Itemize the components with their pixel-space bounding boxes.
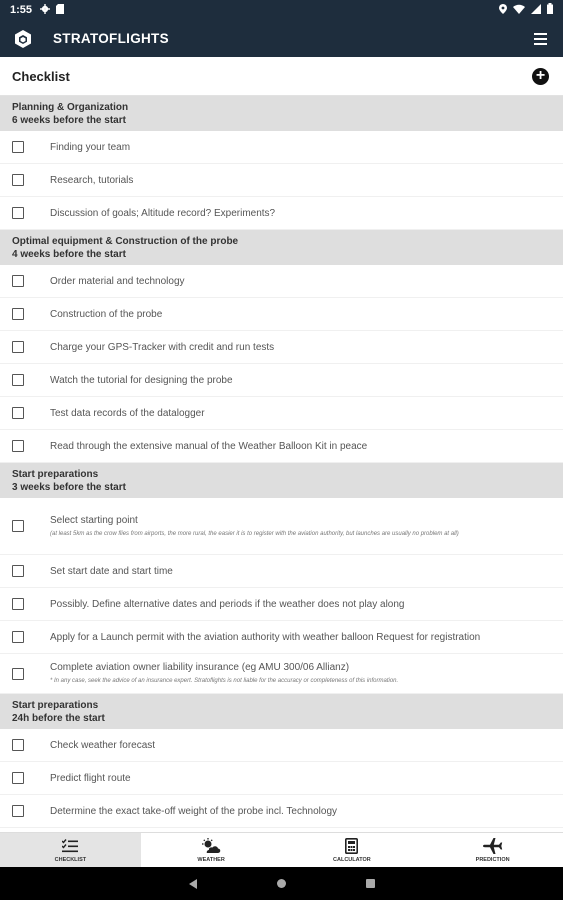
app-bar [0,20,563,57]
plus-circle-icon[interactable]: + [532,68,549,85]
section-subtitle: 6 weeks before the start [12,114,126,126]
section-header [0,230,563,265]
checklist-item[interactable] [0,131,563,164]
airplane-icon [483,838,503,854]
gear-icon [40,4,50,17]
checkbox[interactable] [12,805,24,817]
item-label: Charge your GPS-Tracker with credit and run tests [50,341,275,353]
checklist-item[interactable] [0,265,563,298]
status-bar [0,0,563,20]
checklist-item[interactable] [0,364,563,397]
section-header [0,96,563,131]
nav-prediction[interactable] [422,833,563,867]
bottom-nav [0,832,563,867]
checkbox[interactable] [12,631,24,643]
hamburger-menu-icon[interactable] [529,28,551,50]
checkbox[interactable] [12,275,24,287]
hexagon-logo-icon[interactable] [14,30,32,48]
nav-calculator[interactable] [282,833,423,867]
back-icon[interactable] [189,879,197,889]
item-label: Read through the extensive manual of the Weather Balloon Kit in peace [50,440,368,452]
signal-icon [531,4,541,17]
checklist-item[interactable] [0,654,563,694]
checklist-item[interactable] [0,331,563,364]
checkbox[interactable] [12,598,24,610]
section-title: Start preparations [12,468,99,480]
checkbox[interactable] [12,341,24,353]
nav-label: PREDICTION [475,856,510,863]
checkbox[interactable] [12,440,24,452]
checkbox[interactable] [12,520,24,532]
item-label: Select starting point [50,514,138,526]
checkbox[interactable] [12,207,24,219]
checklist-item[interactable] [0,430,563,463]
item-label: Possibly. Define alternative dates and periods if the weather does not play along [50,598,405,610]
section-title: Planning & Organization [12,101,129,113]
checklist-icon [62,838,78,854]
checklist-item[interactable] [0,164,563,197]
page-title: Checklist [12,68,70,84]
checkbox[interactable] [12,668,24,680]
checklist-item[interactable] [0,729,563,762]
item-label: Order material and technology [50,275,185,287]
battery-icon [547,3,553,17]
checkbox[interactable] [12,407,24,419]
nav-weather[interactable] [141,833,282,867]
item-note: * In any case, seek the advice of an insurance expert. Stratoflights is not liable for the accuracy or completeness of this information. [50,678,399,684]
section-subtitle: 4 weeks before the start [12,248,126,260]
home-icon[interactable] [277,879,286,888]
nav-checklist[interactable] [0,833,141,867]
checklist-item[interactable] [0,555,563,588]
item-label: Apply for a Launch permit with the aviation authority with weather balloon Request for registration [50,631,481,643]
section-subtitle: 24h before the start [12,712,105,724]
item-label: Set start date and start time [50,565,173,577]
page-header [0,57,563,96]
checklist-item[interactable] [0,588,563,621]
wifi-icon [513,4,525,17]
checklist-item[interactable] [0,621,563,654]
item-label: Watch the tutorial for designing the probe [50,374,233,386]
item-label: Test data records of the datalogger [50,407,205,419]
checkbox[interactable] [12,565,24,577]
item-label: Complete aviation owner liability insurance (eg AMU 300/06 Allianz) [50,662,350,673]
checklist-item[interactable] [0,762,563,795]
section-title: Optimal equipment & Construction of the probe [12,235,239,247]
checkbox[interactable] [12,739,24,751]
section-title: Start preparations [12,699,99,711]
checkbox[interactable] [12,141,24,153]
status-time: 1:55 [10,4,33,16]
item-label: Check weather forecast [50,739,156,751]
checklist-item[interactable] [0,298,563,331]
checklist-item[interactable] [0,498,563,555]
item-label: Construction of the probe [50,308,163,320]
checkbox[interactable] [12,308,24,320]
section-header [0,694,563,729]
item-label: Predict flight route [50,772,131,784]
item-label: Discussion of goals; Altitude record? Experiments? [50,207,276,219]
app-title: STRATOFLIGHTS [53,31,169,46]
checklist-item[interactable] [0,397,563,430]
nav-label: WEATHER [197,856,225,863]
item-label: Finding your team [50,141,131,153]
weather-icon [200,838,222,854]
checklist-item[interactable] [0,795,563,828]
system-nav-bar [0,867,563,900]
recents-icon[interactable] [366,879,375,888]
checkbox[interactable] [12,374,24,386]
calculator-icon [345,838,358,854]
item-label: Determine the exact take-off weight of the probe incl. Technology [50,805,338,817]
checkbox[interactable] [12,174,24,186]
nav-label: CALCULATOR [333,856,371,863]
nav-label: CHECKLIST [54,856,87,863]
location-icon [499,4,507,17]
checklist [0,96,563,832]
item-note: (at least 5km as the crow flies from airports, the more rural, the easier it is to register with the aviation authority, but launches are usually no problem at all) [50,530,459,537]
section-subtitle: 3 weeks before the start [12,481,126,493]
section-header [0,463,563,498]
item-label: Research, tutorials [50,174,134,186]
checkbox[interactable] [12,772,24,784]
checklist-item[interactable] [0,197,563,230]
sd-card-icon [56,4,64,17]
